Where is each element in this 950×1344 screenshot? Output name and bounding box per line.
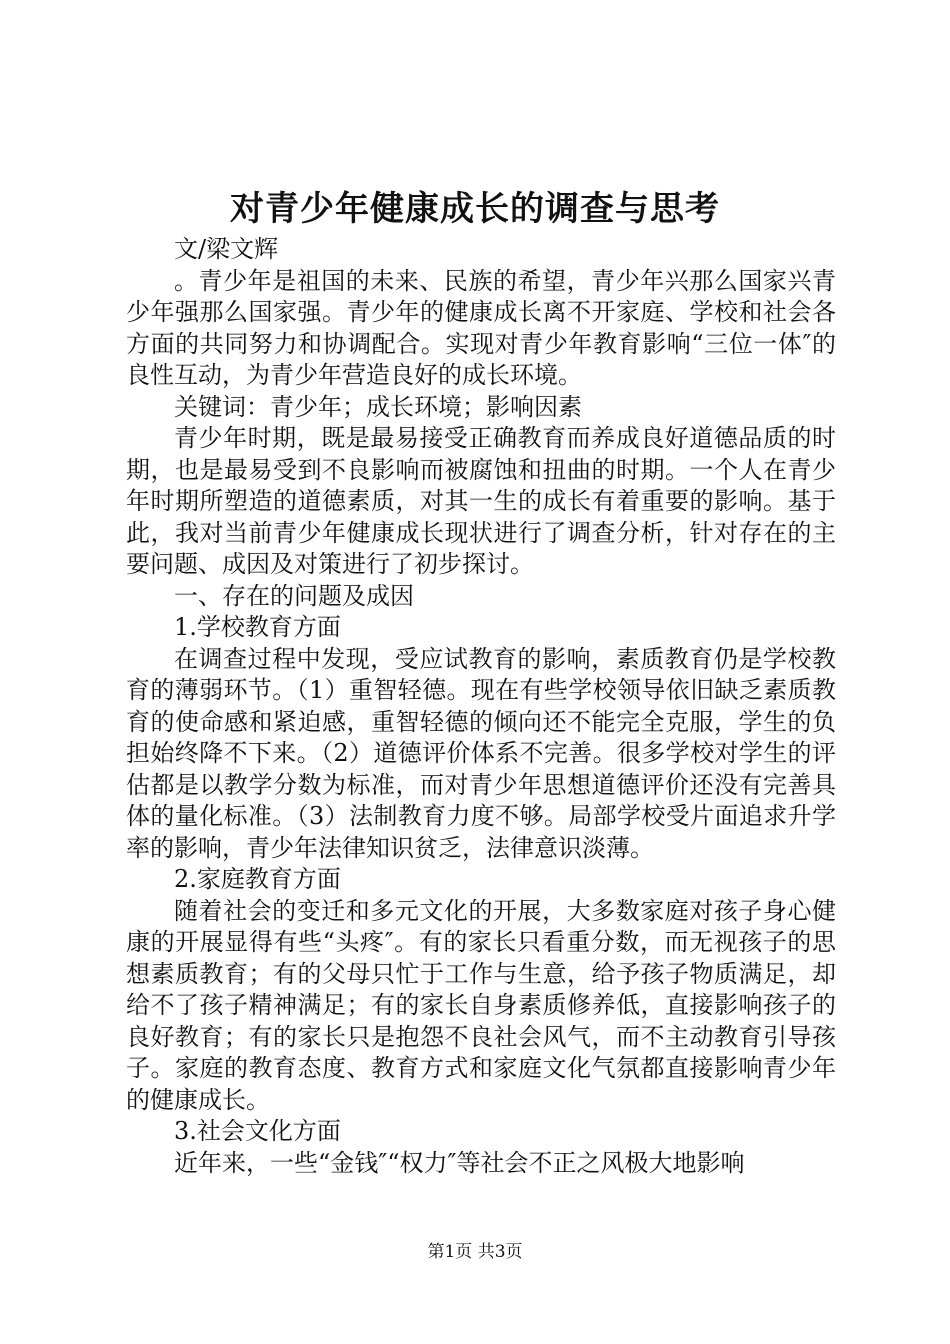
document-title: 对青少年健康成长的调查与思考 [230, 189, 720, 229]
body-paragraph: 随着社会的变迁和多元文化的开展，大多数家庭对孩子身心健康的开展显得有些“头疼″。有的家长只看重分数，而无视孩子的思想素质教育；有的父母只忙于工作与生意，给予孩子物质满足，却给不了孩子精神满足；有的家长自身素质修养低，直接影响孩子的良好教育；有的家长只是抱怨不良社会风气，而不主动教育引导孩子。家庭的教育态度、教育方式和家庭文化气氛都直接影响青少年的健康成长。 [126, 896, 836, 1114]
section-heading: 一、存在的问题及成因 [174, 581, 414, 610]
subsection-heading: 1.学校教育方面 [174, 613, 341, 641]
subsection-heading: 2.家庭教育方面 [174, 865, 341, 893]
page-number-footer: 第1页 共3页 [427, 1242, 523, 1262]
subsection-heading: 3.社会文化方面 [174, 1117, 341, 1145]
document-body [126, 234, 836, 1179]
body-paragraph: 近年来，一些“金钱″“权力″等社会不正之风极大地影响 [174, 1148, 745, 1177]
abstract-paragraph: 。青少年是祖国的未来、民族的希望，青少年兴那么国家兴青少年强那么国家强。青少年的健康成长离不开家庭、学校和社会各方面的共同努力和协调配合。实现对青少年教育影响“三位一体″的良性互动，为青少年营造良好的成长环境。 [126, 266, 836, 389]
author-line: 文/梁文辉 [174, 235, 279, 263]
intro-paragraph: 青少年时期，既是最易接受正确教育而养成良好道德品质的时期，也是最易受到不良影响而被腐蚀和扭曲的时期。一个人在青少年时期所塑造的道德素质，对其一生的成长有着重要的影响。基于此，我对当前青少年健康成长现状进行了调查分析，针对存在的主要问题、成因及对策进行了初步探讨。 [126, 424, 836, 578]
body-paragraph: 在调查过程中发现，受应试教育的影响，素质教育仍是学校教育的薄弱环节。（1）重智轻德。现在有些学校领导依旧缺乏素质教育的使命感和紧迫感，重智轻德的倾向还不能完全克服，学生的负担始终降不下来。（2）道德评价体系不完善。很多学校对学生的评估都是以教学分数为标准，而对青少年思想道德评价还没有完善具体的量化标准。（3）法制教育力度不够。局部学校受片面追求升学率的影响，青少年法律知识贫乏，法律意识淡薄。 [126, 644, 836, 862]
keywords-line: 关键词：青少年；成长环境；影响因素 [174, 392, 582, 421]
